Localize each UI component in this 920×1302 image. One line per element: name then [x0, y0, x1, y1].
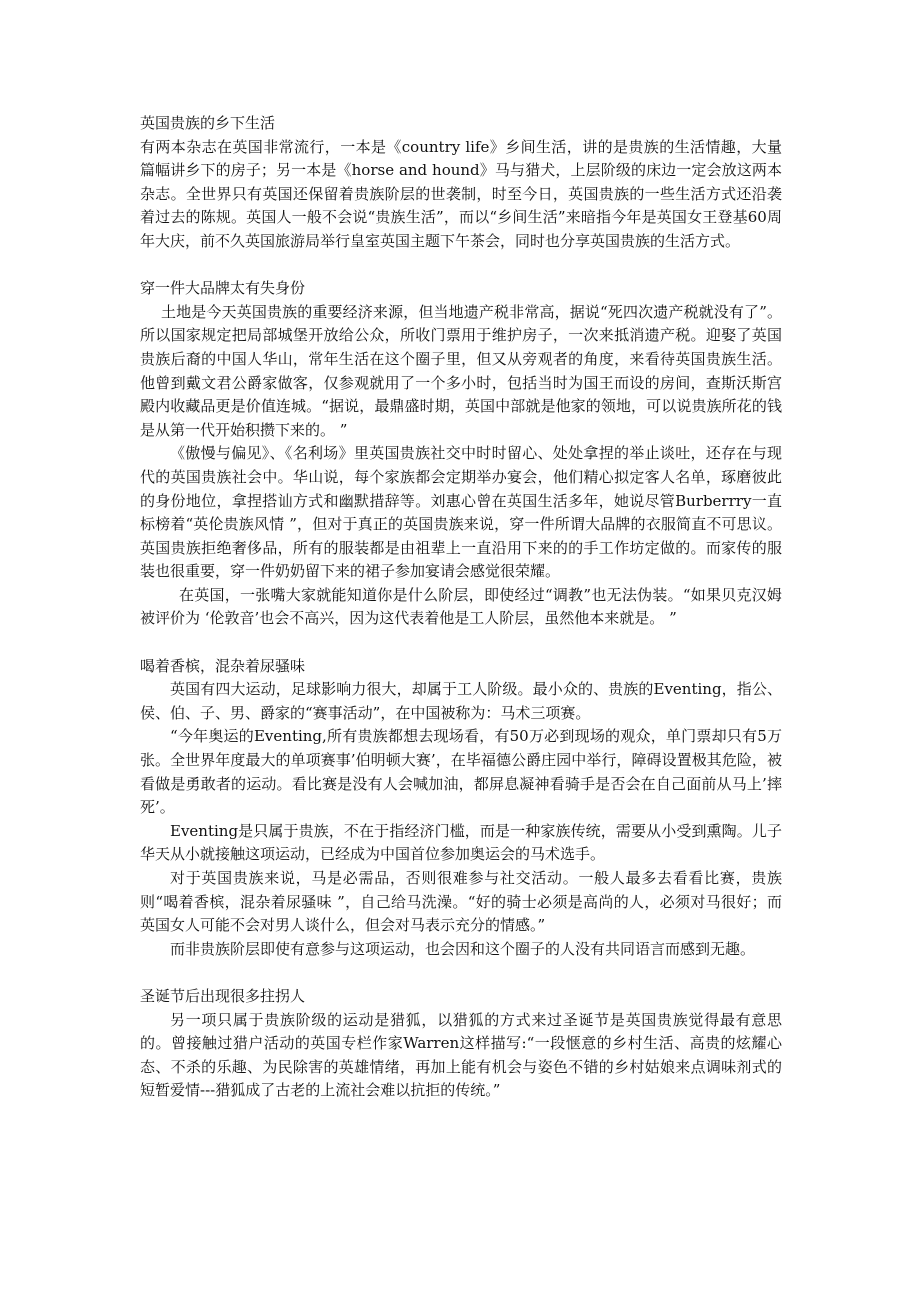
paragraph: 另一项只属于贵族阶级的运动是猎狐，以猎狐的方式来过圣诞节是英国贵族觉得最有意思的。曾接触过猎户活动的英国专栏作家Warren这样描写:“一段惬意的乡村生活、高贵的炫耀心态、不杀的乐趣、为民除害的英雄情绪，再加上能有机会与姿色不错的乡村姑娘来点调味剂式的短暂爱情---猎狐成了古老的上流社会难以抗拒的传统。” — [140, 1010, 782, 1100]
paragraph: 英国有四大运动，足球影响力很大，却属于工人阶级。最小众的、贵族的Eventing，指公、侯、伯、子、男、爵家的“赛事活动”，在中国被称为：马术三项赛。 — [140, 680, 782, 722]
document-page — [140, 112, 782, 1103]
paragraph: “今年奥运的Eventing,所有贵族都想去现场看，有50万必到现场的观众，单门票却只有5万张。全世界年度最大的单项赛事’伯明顿大赛’，在毕福德公爵庄园中举行，障碍设置极其危险，被看做是勇敢者的运动。看比赛是没有人会喊加油，都屏息凝神看骑手是否会在自己面前从马上’摔死’。 — [140, 727, 782, 817]
paragraph: 在英国，一张嘴大家就能知道你是什么阶层，即使经过“调教”也无法伪装。“如果贝克汉姆被评价为 ‘伦敦音’也会不高兴，因为这代表着他是工人阶层，虽然他本来就是。 ” — [140, 585, 782, 628]
section-brand — [140, 277, 782, 631]
paragraph: 对于英国贵族来说，马是必需品，否则很难参与社交活动。一般人最多去看看比赛，贵族则“喝着香槟，混杂着尿骚味 ”，自己给马洗澡。“好的骑士必须是高尚的人，必须对马很好；而英国女人可能不会对男人谈什么，但会对马表示充分的情感。” — [140, 869, 782, 935]
section-heading: 喝着香槟，混杂着尿骚味 — [140, 656, 306, 675]
section-gap — [140, 961, 782, 985]
paragraph: 土地是今天英国贵族的重要经济来源，但当地遗产税非常高，据说“死四次遗产税就没有了”。所以国家规定把局部城堡开放给公众，所收门票用于维护房子，一次来抵消遗产税。迎娶了英国贵族后裔的中国人华山，常年生活在这个圈子里，但又从旁观者的角度，来看待英国贵族生活。他曾到戴文君公爵家做客，仅参观就用了一个多小时，包括当时为国王而设的房间，查斯沃斯宫殿内收藏品更是价值连城。“据说，最鼎盛时期，英国中部就是他家的领地，可以说贵族所花的钱是从第一代开始积攒下来的。 ” — [140, 302, 782, 439]
section-heading: 穿一件大品牌太有失身份 — [140, 279, 306, 298]
paragraph: 有两本杂志在英国非常流行，一本是《country life》乡间生活，讲的是贵族的生活情趣，大量篇幅讲乡下的房子；另一本是《horse and hound》马与猎犬，上层阶级的床边一定会放这两本杂志。全世界只有英国还保留着贵族阶层的世袭制，时至今日，英国贵族的一些生活方式还沿袭着过去的陈规。英国人一般不会说“贵族生活”，而以“乡间生活”来暗指今年是英国女王登基60周年大庆，前不久英国旅游局举行皇室英国主题下午茶会，同时也分享英国贵族的生活方式。 — [140, 137, 782, 250]
section-heading: 英国贵族的乡下生活 — [140, 114, 276, 132]
section-country-life — [140, 112, 782, 254]
section-gap — [140, 631, 782, 655]
section-christmas — [140, 985, 782, 1103]
paragraph: Eventing是只属于贵族，不在于指经济门槛，而是一种家族传统，需要从小受到熏陶。儿子华天从小就接触这项运动，已经成为中国首位参加奥运会的马术选手。 — [140, 821, 782, 864]
section-heading: 圣诞节后出现很多拄拐人 — [140, 986, 306, 1005]
section-champagne — [140, 655, 782, 962]
section-gap — [140, 254, 782, 278]
paragraph: 而非贵族阶层即使有意参与这项运动，也会因和这个圈子的人没有共同语言而感到无趣。 — [170, 939, 756, 958]
paragraph: 《傲慢与偏见》、《名利场》里英国贵族社交中时时留心、处处拿捏的举止谈吐，还存在与现代的英国贵族社会中。华山说，每个家族都会定期举办宴会，他们精心拟定客人名单，琢磨彼此的身份地位，拿捏搭讪方式和幽默措辞等。刘惠心曾在英国生活多年，她说尽管Burberrry一直标榜着“英伦贵族风情 ”，但对于真正的英国贵族来说，穿一件所谓大品牌的衣服简直不可思议。英国贵族拒绝奢侈品，所有的服装都是由祖辈上一直沿用下来的的手工作坊定做的。而家传的服装也很重要，穿一件奶奶留下来的裙子参加宴请会感觉很荣耀。 — [140, 444, 782, 581]
